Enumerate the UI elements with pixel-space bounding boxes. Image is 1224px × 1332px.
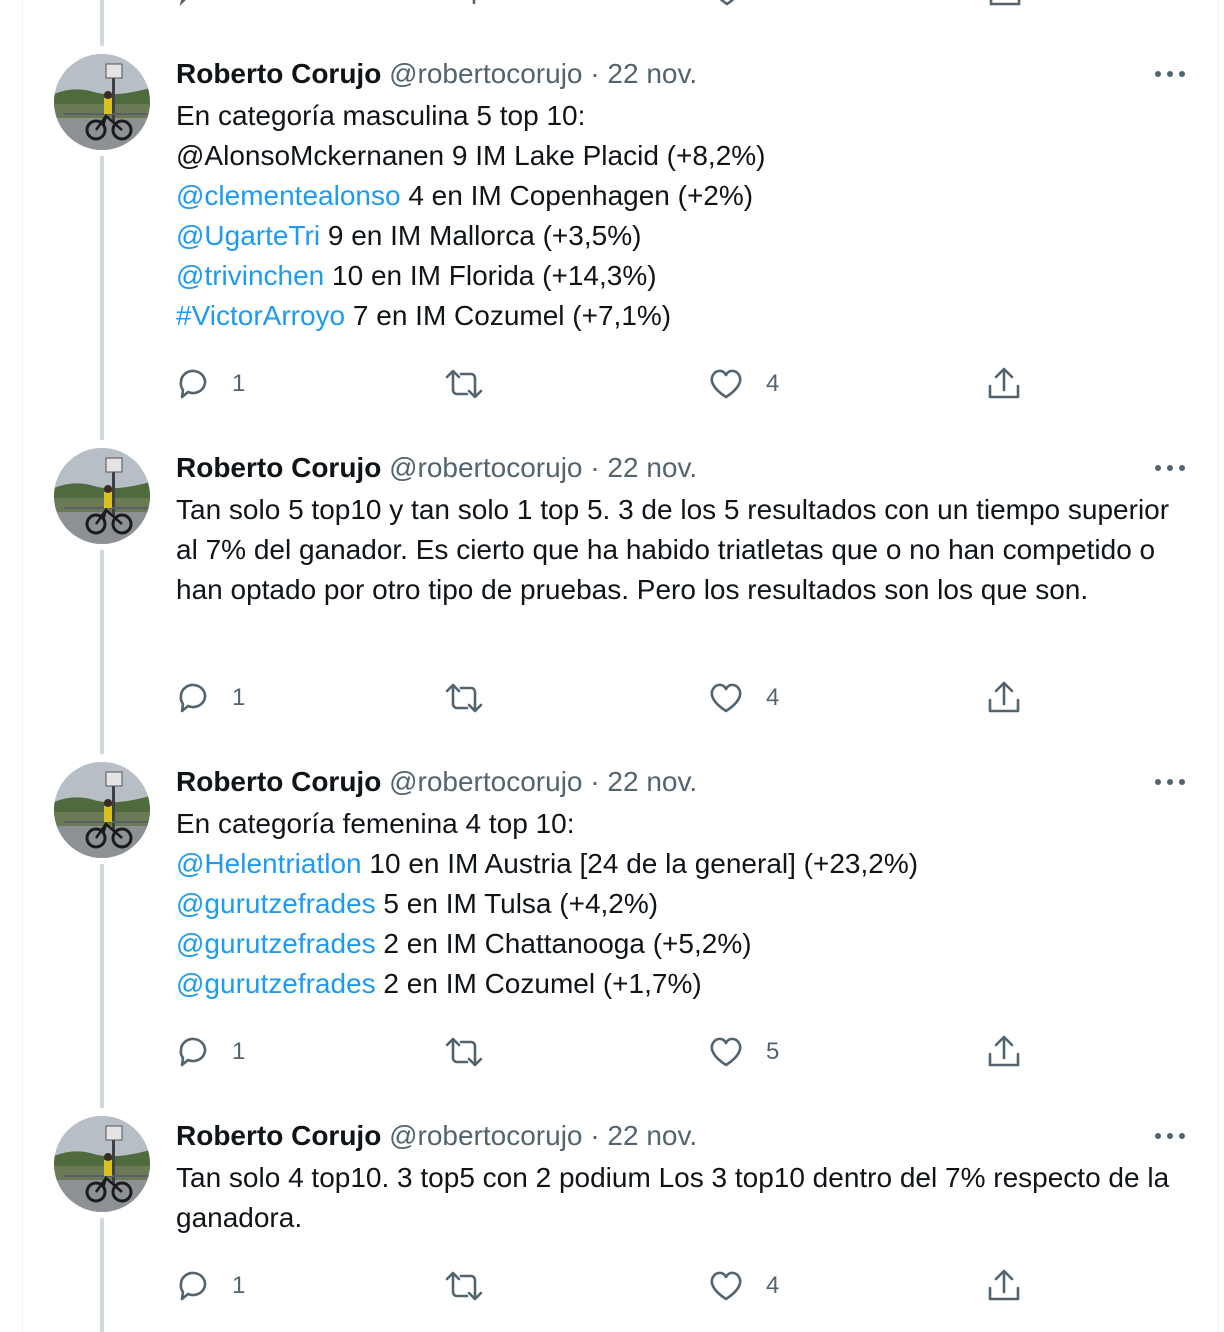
share-icon[interactable]: [986, 680, 1022, 716]
tweet-text-span: 7 en IM Cozumel (+7,1%): [345, 300, 672, 331]
more-options-icon[interactable]: [1152, 1122, 1188, 1150]
tweet-text-span: 5 en IM Tulsa (+4,2%): [375, 888, 659, 919]
mention-link[interactable]: @clementealonso: [176, 180, 401, 211]
tweet-text-span: En categoría femenina 4 top 10:: [176, 808, 575, 839]
retweet-button[interactable]: [444, 1032, 506, 1072]
reply-button[interactable]: [176, 678, 245, 718]
share-icon[interactable]: [986, 1034, 1022, 1070]
avatar-photo: [54, 54, 150, 150]
tweet-text-span: 2 en IM Chattanooga (+5,2%): [375, 928, 752, 959]
author-handle[interactable]: @robertocorujo: [389, 58, 583, 89]
tweet-text-span: 9 en IM Mallorca (+3,5%): [320, 220, 642, 251]
reply-icon[interactable]: [178, 0, 212, 8]
share-icon[interactable]: [988, 0, 1022, 8]
mention-link[interactable]: @gurutzefrades: [176, 928, 376, 959]
tweet-text-line: [176, 964, 1186, 1004]
previous-tweet-actions: [0, 0, 1224, 8]
reply-icon[interactable]: [176, 681, 210, 715]
tweet-text-line: [176, 96, 1186, 136]
more-options-icon[interactable]: [1152, 60, 1188, 88]
share-button[interactable]: [986, 1032, 1022, 1072]
more-options-icon[interactable]: [1152, 768, 1188, 796]
tweet-actions: [176, 1032, 1076, 1072]
avatar[interactable]: [54, 54, 150, 150]
tweet-text-line: [176, 136, 1186, 176]
tweet-actions: [176, 1266, 1076, 1306]
reply-count: 1: [232, 1272, 246, 1299]
tweet-actions: [176, 364, 1076, 404]
tweet-text-span: 2 en IM Cozumel (+1,7%): [375, 968, 702, 999]
reply-count: 1: [232, 1038, 246, 1065]
retweet-icon[interactable]: [444, 681, 484, 715]
retweet-button[interactable]: [444, 678, 506, 718]
tweet-text-span: 10 en IM Florida (+14,3%): [324, 260, 657, 291]
mention-link[interactable]: @trivinchen: [176, 260, 325, 291]
hashtag-link[interactable]: #VictorArroyo: [176, 300, 346, 331]
retweet-icon[interactable]: [444, 1035, 484, 1069]
mention-link[interactable]: @Helentriatlon: [176, 848, 362, 879]
more-options-icon[interactable]: [1152, 454, 1188, 482]
like-button[interactable]: [708, 1266, 779, 1306]
avatar-photo: [54, 448, 150, 544]
reply-icon[interactable]: [176, 1269, 210, 1303]
separator-dot: ·: [590, 452, 600, 483]
tweet-date[interactable]: 22 nov.: [607, 1120, 698, 1151]
like-icon[interactable]: [708, 1035, 744, 1069]
tweet-text-span: 10 en IM Austria [24 de la general] (+23,2%): [361, 848, 919, 879]
tweet-header: [176, 54, 697, 94]
thread-connector: [100, 1218, 104, 1332]
tweet-header: [176, 1116, 697, 1156]
author-name[interactable]: Roberto Corujo: [176, 766, 382, 797]
tweet-text-span: @AlonsoMckernanen 9 IM Lake Placid (+8,2%): [176, 140, 766, 171]
tweet-date[interactable]: 22 nov.: [607, 452, 698, 483]
separator-dot: ·: [590, 58, 600, 89]
avatar[interactable]: [54, 448, 150, 544]
author-handle[interactable]: @robertocorujo: [389, 766, 583, 797]
reply-button[interactable]: [176, 1032, 245, 1072]
thread-connector: [100, 864, 104, 1108]
retweet-icon[interactable]: [446, 0, 486, 8]
author-name[interactable]: Roberto Corujo: [176, 1120, 382, 1151]
like-count: 5: [766, 1038, 780, 1065]
like-button[interactable]: [708, 1032, 779, 1072]
separator-dot: ·: [590, 1120, 600, 1151]
like-icon[interactable]: [708, 367, 744, 401]
reply-icon[interactable]: [176, 367, 210, 401]
author-handle[interactable]: @robertocorujo: [389, 1120, 583, 1151]
tweet-text-line: [176, 256, 1186, 296]
tweet-text-line: [176, 490, 1186, 610]
mention-link[interactable]: @gurutzefrades: [176, 968, 376, 999]
mention-link[interactable]: @UgarteTri: [176, 220, 321, 251]
like-icon[interactable]: [708, 681, 744, 715]
tweet-header: [176, 762, 697, 802]
reply-button[interactable]: [176, 1266, 245, 1306]
like-button[interactable]: [708, 364, 779, 404]
like-count: 4: [766, 370, 780, 397]
reply-button[interactable]: [176, 364, 245, 404]
share-button[interactable]: [986, 364, 1022, 404]
like-count: 4: [766, 1272, 780, 1299]
tweet-text-line: [176, 1158, 1186, 1238]
tweet-text-line: [176, 804, 1186, 844]
thread-connector: [100, 156, 104, 440]
tweet-date[interactable]: 22 nov.: [607, 766, 698, 797]
tweet-text: [176, 1158, 1186, 1238]
timeline-border-right: [1218, 0, 1219, 1332]
tweet-text: [176, 490, 1186, 610]
share-button[interactable]: [986, 1266, 1022, 1306]
avatar[interactable]: [54, 1116, 150, 1212]
retweet-button[interactable]: [444, 1266, 506, 1306]
like-icon[interactable]: [710, 0, 744, 8]
tweet-header: [176, 448, 697, 488]
reply-count: 1: [232, 370, 246, 397]
author-name[interactable]: Roberto Corujo: [176, 58, 382, 89]
retweet-button[interactable]: [444, 364, 506, 404]
tweet-text-span: Tan solo 5 top10 y tan solo 1 top 5. 3 de los 5 resultados con un tiempo superior al 7% del ganador. Es cierto que ha habido triatletas que o no han competido o han optado por otro tipo de pruebas. Pero los resultados son los que son.: [176, 494, 1177, 605]
tweet-text-line: [176, 216, 1186, 256]
author-name[interactable]: Roberto Corujo: [176, 452, 382, 483]
like-count: 4: [766, 684, 780, 711]
tweet-text: [176, 804, 1186, 1004]
avatar-photo: [54, 1116, 150, 1212]
share-icon[interactable]: [986, 1268, 1022, 1304]
share-icon[interactable]: [986, 366, 1022, 402]
like-button[interactable]: [708, 678, 779, 718]
avatar-photo: [54, 762, 150, 858]
timeline-border-left: [22, 0, 23, 1332]
reply-icon[interactable]: [176, 1035, 210, 1069]
tweet-text-line: [176, 884, 1186, 924]
separator-dot: ·: [590, 766, 600, 797]
thread-connector: [100, 550, 104, 754]
retweet-icon[interactable]: [444, 1269, 484, 1303]
author-handle[interactable]: @robertocorujo: [389, 452, 583, 483]
tweet-actions: [176, 678, 1076, 718]
tweet-text: [176, 96, 1186, 336]
tweet-text-line: [176, 296, 1186, 336]
reply-count: 1: [232, 684, 246, 711]
tweet-text-line: [176, 176, 1186, 216]
avatar[interactable]: [54, 762, 150, 858]
mention-link[interactable]: @gurutzefrades: [176, 888, 376, 919]
share-button[interactable]: [986, 678, 1022, 718]
tweet-text-line: [176, 924, 1186, 964]
retweet-icon[interactable]: [444, 367, 484, 401]
tweet-date[interactable]: 22 nov.: [607, 58, 698, 89]
like-icon[interactable]: [708, 1269, 744, 1303]
tweet-text-span: 4 en IM Copenhagen (+2%): [400, 180, 754, 211]
tweet-text-span: En categoría masculina 5 top 10:: [176, 100, 586, 131]
tweet-text-line: [176, 844, 1186, 884]
tweet-text-span: Tan solo 4 top10. 3 top5 con 2 podium Los 3 top10 dentro del 7% respecto de la ganadora.: [176, 1162, 1177, 1233]
